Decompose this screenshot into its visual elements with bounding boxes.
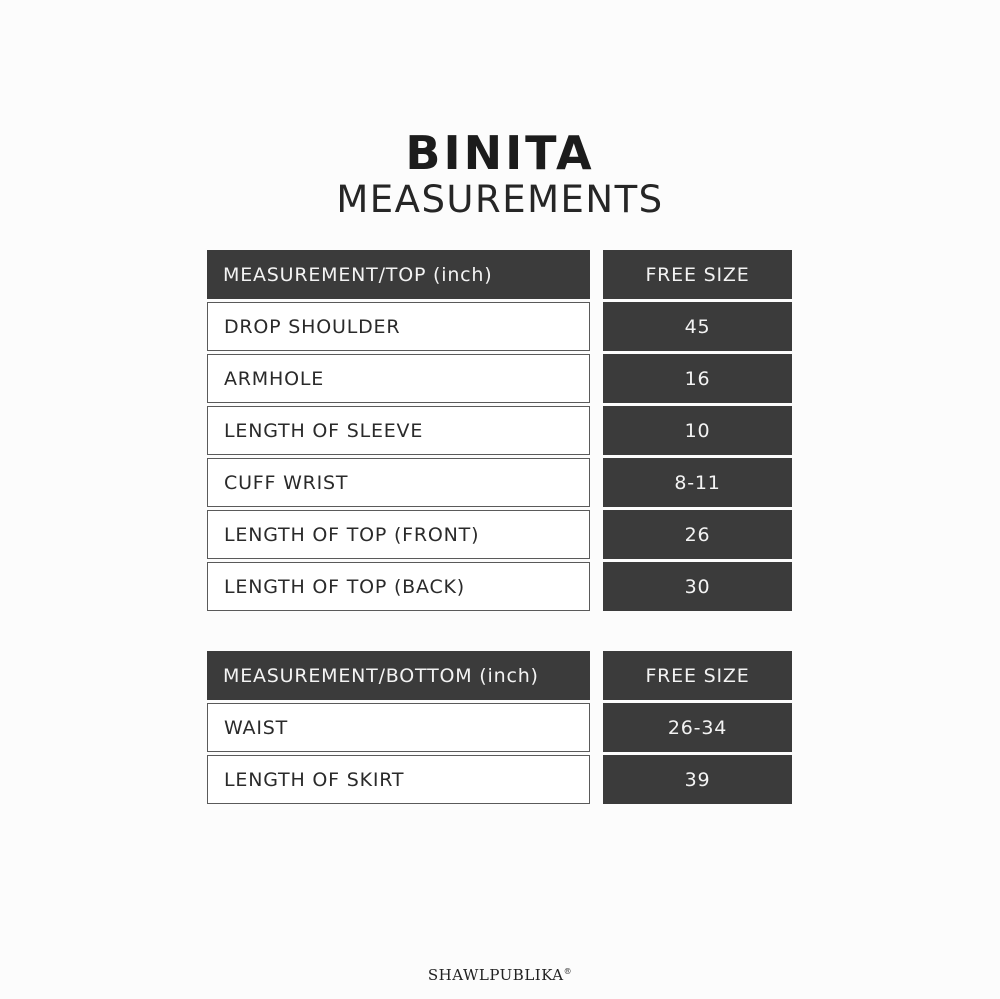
- measurement-value: 10: [603, 406, 792, 455]
- table-header-row: [207, 250, 792, 299]
- measurement-value: 30: [603, 562, 792, 611]
- table-row: [207, 703, 792, 752]
- table-row: [207, 302, 792, 351]
- measurement-label: LENGTH OF TOP (FRONT): [207, 510, 590, 559]
- measurement-label: LENGTH OF TOP (BACK): [207, 562, 590, 611]
- measurement-value: 45: [603, 302, 792, 351]
- registered-mark: ®: [563, 967, 573, 976]
- measurement-label: WAIST: [207, 703, 590, 752]
- measurement-label: DROP SHOULDER: [207, 302, 590, 351]
- table-row: [207, 562, 792, 611]
- brand-logo: [0, 966, 1000, 984]
- measurement-value: 26-34: [603, 703, 792, 752]
- table-header-row: [207, 651, 792, 700]
- measurement-label: LENGTH OF SKIRT: [207, 755, 590, 804]
- table-row: [207, 406, 792, 455]
- table-row: [207, 510, 792, 559]
- column-header-size: FREE SIZE: [603, 250, 792, 299]
- brand-name: SHAWLPUBLIKA: [427, 966, 564, 984]
- bottom-measurements-table: [207, 651, 792, 807]
- table-row: [207, 755, 792, 804]
- measurement-value: 26: [603, 510, 792, 559]
- measurement-label: ARMHOLE: [207, 354, 590, 403]
- column-header-measurement: MEASUREMENT/TOP (inch): [207, 250, 590, 299]
- measurement-label: LENGTH OF SLEEVE: [207, 406, 590, 455]
- measurement-label: CUFF WRIST: [207, 458, 590, 507]
- column-header-measurement: MEASUREMENT/BOTTOM (inch): [207, 651, 590, 700]
- table-row: [207, 458, 792, 507]
- page-title: BINITA: [405, 126, 595, 180]
- measurement-value: 16: [603, 354, 792, 403]
- measurement-value: 39: [603, 755, 792, 804]
- table-row: [207, 354, 792, 403]
- top-measurements-table: [207, 250, 792, 614]
- column-header-size: FREE SIZE: [603, 651, 792, 700]
- measurement-value: 8-11: [603, 458, 792, 507]
- page-subtitle: MEASUREMENTS: [336, 178, 664, 221]
